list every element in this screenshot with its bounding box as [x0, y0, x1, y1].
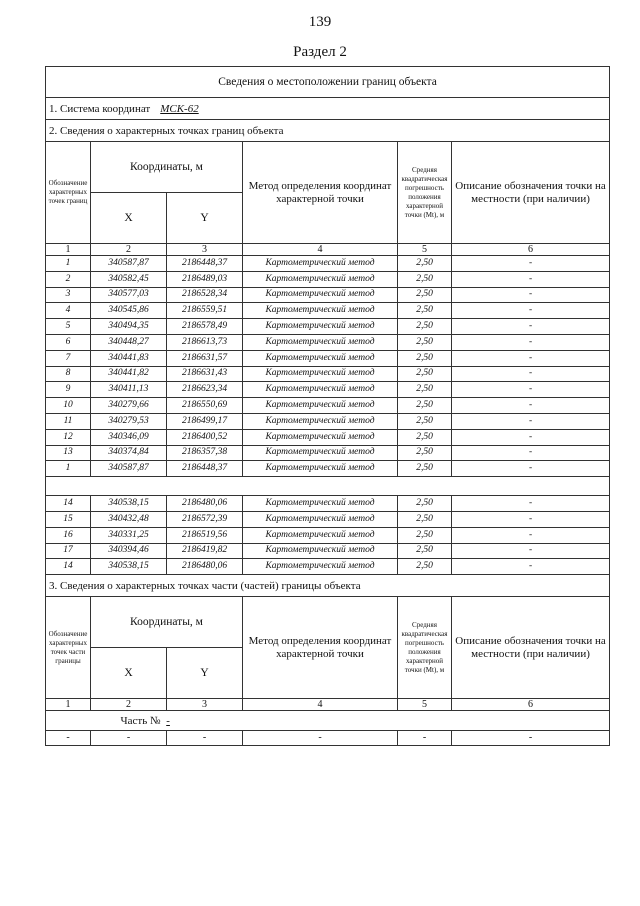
error-cell: 2,50: [398, 350, 452, 366]
section-title: Раздел 2: [293, 44, 347, 60]
point-name-cell: 10: [46, 398, 91, 414]
error-cell: 2,50: [398, 366, 452, 382]
header-error: Средняя квадратическая погрешность положения характерной точки (Mt), м: [398, 142, 452, 244]
coord-system: 1. Система координат МСК-62: [46, 98, 610, 120]
group-separator: [46, 477, 610, 496]
method-cell: Картометрический метод: [243, 496, 398, 512]
error-cell: 2,50: [398, 543, 452, 559]
table-row: [46, 559, 610, 575]
y-cell: 2186448,37: [167, 461, 243, 477]
x-cell: 340279,66: [91, 398, 167, 414]
column-number: 2: [91, 699, 167, 711]
y-cell: 2186613,73: [167, 334, 243, 350]
column-number: 5: [398, 244, 452, 256]
part-row-cell: -: [91, 731, 167, 746]
header-error-part: Средняя квадратическая погрешность положения характерной точки (Mt), м: [398, 597, 452, 699]
column-number: 2: [91, 244, 167, 256]
x-cell: 340587,87: [91, 256, 167, 272]
point-name-cell: 3: [46, 287, 91, 303]
description-cell: -: [452, 511, 610, 527]
y-cell: 2186631,57: [167, 350, 243, 366]
part-number: -: [166, 714, 170, 727]
point-name-cell: 2: [46, 271, 91, 287]
column-number: 3: [167, 244, 243, 256]
table-row: [46, 271, 610, 287]
header-x: X: [91, 193, 167, 244]
description-cell: -: [452, 445, 610, 461]
x-cell: 340538,15: [91, 559, 167, 575]
x-cell: 340374,84: [91, 445, 167, 461]
point-name-cell: 15: [46, 511, 91, 527]
x-cell: 340394,46: [91, 543, 167, 559]
error-cell: 2,50: [398, 287, 452, 303]
column-number: 4: [243, 244, 398, 256]
column-number: 6: [452, 699, 610, 711]
table-row: [46, 445, 610, 461]
column-number: 1: [46, 699, 91, 711]
y-cell: 2186519,56: [167, 527, 243, 543]
section3-title: 3. Сведения о характерных точках части (частей) границы объекта: [46, 575, 610, 597]
description-cell: -: [452, 527, 610, 543]
point-name-cell: 11: [46, 413, 91, 429]
column-number: 4: [243, 699, 398, 711]
x-cell: 340545,86: [91, 303, 167, 319]
description-cell: -: [452, 413, 610, 429]
header-y: Y: [167, 193, 243, 244]
point-name-cell: 9: [46, 382, 91, 398]
description-cell: -: [452, 559, 610, 575]
table-row: [46, 398, 610, 414]
description-cell: -: [452, 256, 610, 272]
column-number: 5: [398, 699, 452, 711]
part-label: Часть № -: [91, 711, 610, 731]
coord-system-value: МСК-62: [160, 102, 199, 115]
x-cell: 340411,13: [91, 382, 167, 398]
error-cell: 2,50: [398, 303, 452, 319]
x-cell: 340346,09: [91, 429, 167, 445]
y-cell: 2186480,06: [167, 496, 243, 512]
x-cell: 340279,53: [91, 413, 167, 429]
y-cell: 2186550,69: [167, 398, 243, 414]
method-cell: Картометрический метод: [243, 287, 398, 303]
x-cell: 340331,25: [91, 527, 167, 543]
error-cell: 2,50: [398, 334, 452, 350]
description-cell: -: [452, 429, 610, 445]
y-cell: 2186489,03: [167, 271, 243, 287]
point-name-cell: 14: [46, 559, 91, 575]
table-row: [46, 429, 610, 445]
error-cell: 2,50: [398, 445, 452, 461]
table-row: [46, 256, 610, 272]
x-cell: 340587,87: [91, 461, 167, 477]
point-name-cell: 1: [46, 256, 91, 272]
x-cell: 340577,03: [91, 287, 167, 303]
error-cell: 2,50: [398, 496, 452, 512]
description-cell: -: [452, 543, 610, 559]
column-number: 6: [452, 244, 610, 256]
column-number: 1: [46, 244, 91, 256]
table-row: [46, 350, 610, 366]
table-row: [46, 382, 610, 398]
table-row: [46, 287, 610, 303]
y-cell: 2186559,51: [167, 303, 243, 319]
method-cell: Картометрический метод: [243, 271, 398, 287]
method-cell: Картометрический метод: [243, 445, 398, 461]
point-name-cell: 8: [46, 366, 91, 382]
table-row: [46, 366, 610, 382]
point-name-cell: 5: [46, 319, 91, 335]
header-method-part: Метод определения координат характерной точки: [243, 597, 398, 699]
description-cell: -: [452, 382, 610, 398]
error-cell: 2,50: [398, 382, 452, 398]
error-cell: 2,50: [398, 319, 452, 335]
description-cell: -: [452, 350, 610, 366]
boundary-table: [45, 66, 610, 746]
y-cell: 2186480,06: [167, 559, 243, 575]
y-cell: 2186448,37: [167, 256, 243, 272]
part-row-cell: -: [167, 731, 243, 746]
y-cell: 2186499,17: [167, 413, 243, 429]
error-cell: 2,50: [398, 271, 452, 287]
part-row-cell: -: [452, 731, 610, 746]
header-method: Метод определения координат характерной точки: [243, 142, 398, 244]
error-cell: 2,50: [398, 256, 452, 272]
header-coords: Координаты, м: [91, 142, 243, 193]
x-cell: 340448,27: [91, 334, 167, 350]
description-cell: -: [452, 319, 610, 335]
x-cell: 340441,82: [91, 366, 167, 382]
point-name-cell: 14: [46, 496, 91, 512]
table-row: [46, 413, 610, 429]
error-cell: 2,50: [398, 461, 452, 477]
y-cell: 2186578,49: [167, 319, 243, 335]
table-row: [46, 527, 610, 543]
header-y-part: Y: [167, 648, 243, 699]
error-cell: 2,50: [398, 413, 452, 429]
header-point-name-part: Обозначение характерных точек части границы: [46, 597, 91, 699]
error-cell: 2,50: [398, 511, 452, 527]
method-cell: Картометрический метод: [243, 350, 398, 366]
y-cell: 2186572,39: [167, 511, 243, 527]
table-row: [46, 319, 610, 335]
header-x-part: X: [91, 648, 167, 699]
error-cell: 2,50: [398, 559, 452, 575]
point-name-cell: 6: [46, 334, 91, 350]
method-cell: Картометрический метод: [243, 382, 398, 398]
table-row: [46, 461, 610, 477]
part-row-cell: -: [398, 731, 452, 746]
point-name-cell: 12: [46, 429, 91, 445]
page-number: 139: [308, 14, 332, 30]
header-point-name: Обозначение характерных точек границ: [46, 142, 91, 244]
method-cell: Картометрический метод: [243, 511, 398, 527]
description-cell: -: [452, 287, 610, 303]
description-cell: -: [452, 334, 610, 350]
table-row: [46, 511, 610, 527]
description-cell: -: [452, 366, 610, 382]
x-cell: 340494,35: [91, 319, 167, 335]
x-cell: 340432,48: [91, 511, 167, 527]
x-cell: 340441,83: [91, 350, 167, 366]
y-cell: 2186623,34: [167, 382, 243, 398]
description-cell: -: [452, 398, 610, 414]
method-cell: Картометрический метод: [243, 527, 398, 543]
method-cell: Картометрический метод: [243, 413, 398, 429]
table-row: [46, 496, 610, 512]
method-cell: Картометрический метод: [243, 334, 398, 350]
y-cell: 2186357,38: [167, 445, 243, 461]
y-cell: 2186631,43: [167, 366, 243, 382]
table-row: [46, 303, 610, 319]
point-name-cell: 1: [46, 461, 91, 477]
header-description: Описание обозначения точки на местности (при наличии): [452, 142, 610, 244]
point-name-cell: 13: [46, 445, 91, 461]
description-cell: -: [452, 496, 610, 512]
part-row-cell: -: [243, 731, 398, 746]
description-cell: -: [452, 271, 610, 287]
table-title: Сведения о местоположении границ объекта: [46, 67, 610, 98]
method-cell: Картометрический метод: [243, 256, 398, 272]
section2-title: 2. Сведения о характерных точках границ объекта: [46, 120, 610, 142]
description-cell: -: [452, 303, 610, 319]
table-row: [46, 543, 610, 559]
method-cell: Картометрический метод: [243, 543, 398, 559]
point-name-cell: 17: [46, 543, 91, 559]
method-cell: Картометрический метод: [243, 429, 398, 445]
part-row-cell: -: [46, 731, 91, 746]
point-name-cell: 7: [46, 350, 91, 366]
header-description-part: Описание обозначения точки на местности (при наличии): [452, 597, 610, 699]
method-cell: Картометрический метод: [243, 366, 398, 382]
error-cell: 2,50: [398, 527, 452, 543]
x-cell: 340538,15: [91, 496, 167, 512]
column-number: 3: [167, 699, 243, 711]
error-cell: 2,50: [398, 429, 452, 445]
point-name-cell: 16: [46, 527, 91, 543]
method-cell: Картометрический метод: [243, 319, 398, 335]
description-cell: -: [452, 461, 610, 477]
y-cell: 2186419,82: [167, 543, 243, 559]
header-coords-part: Координаты, м: [91, 597, 243, 648]
table-row: [46, 334, 610, 350]
error-cell: 2,50: [398, 398, 452, 414]
y-cell: 2186400,52: [167, 429, 243, 445]
method-cell: Картометрический метод: [243, 461, 398, 477]
point-name-cell: 4: [46, 303, 91, 319]
method-cell: Картометрический метод: [243, 398, 398, 414]
method-cell: Картометрический метод: [243, 559, 398, 575]
x-cell: 340582,45: [91, 271, 167, 287]
method-cell: Картометрический метод: [243, 303, 398, 319]
y-cell: 2186528,34: [167, 287, 243, 303]
